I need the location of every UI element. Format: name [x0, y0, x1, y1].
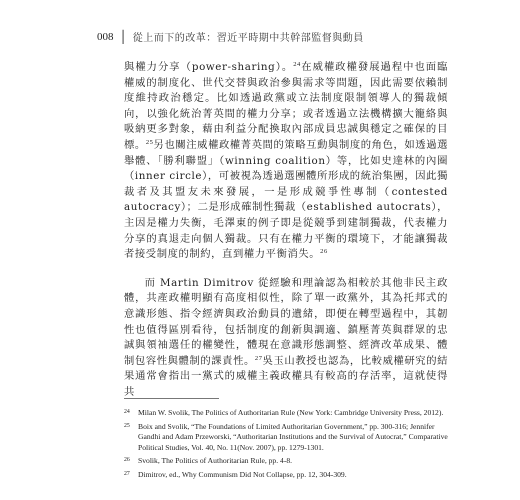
- page-number: 008: [97, 30, 114, 43]
- footnote-ref-27[interactable]: 27: [254, 354, 263, 362]
- footnote-item: [124, 408, 448, 419]
- footnote-rule: [124, 398, 219, 399]
- footnote-text: Dimitrov, ed., Why Communism Did Not Collapse, pp. 12, 304-309.: [138, 469, 347, 479]
- paragraph-2-text-b: 吳玉山教授也認為，比較威權研究的結果通常會指出一黨式的威權主義政權具有較高的存活率，這就使得共: [124, 354, 449, 398]
- footnote-item: [124, 422, 448, 454]
- footnotes: [124, 408, 448, 484]
- footnote-number: 24: [124, 409, 130, 415]
- running-title: 從上而下的改革：習近平時期中共幹部監督與動員: [132, 33, 364, 44]
- footnote-text: Svolik, The Politics of Authoritarian Rule, pp. 4-8.: [138, 456, 293, 466]
- footnote-number: 25: [124, 422, 130, 429]
- footnote-text: Milan W. Svolik, The Politics of Authoritarian Rule (New York: Cambridge University Press, 2012).: [138, 408, 444, 417]
- footnote-ref-26[interactable]: 26: [320, 248, 328, 256]
- footnote-item: [124, 470, 448, 481]
- paragraph-1-text-a: 與權力分享（power-sharing）。: [124, 61, 294, 73]
- paragraph-2-text-a: 而 Martin Dimitrov 從經驗和理論認為相較於其他非民主政體，共產政權明顯有高度相似性，除了單一政黨外，其為托邦式的意識形態、指令經濟與政治動員的遺緒，即便在轉型過程中，其韌性也值得區別看待，包括制度的創新與調適、鎮壓菁英與群眾的忠誠與領袖選任的權變性，體現在意識形態調整、經濟改革成果、體制包容性與體制的課責性。: [124, 276, 448, 367]
- body-text: [124, 60, 448, 400]
- footnote-number: 27: [124, 470, 130, 477]
- paragraph-1-text-b: 在威權政權發展過程中也面臨權威的制度化、世代交替與政治參與需求等問題，因此需要依賴制度維持政治穩定。比如透過政黨或立法制度限制領導人的獨裁傾向，以強化統治菁英間的權力分享；或者透過立法機構擴大籠絡與吸納更多對象，藉由利益分配換取內部成員忠誠與穩定之確保的目標。: [124, 61, 448, 151]
- footnote-ref-24[interactable]: 24: [293, 61, 301, 68]
- footnote-number: 26: [124, 457, 130, 464]
- paragraph-1-text-c: 另也關注威權政權菁英間的策略互動與制度的角色，如透過選舉體、「勝利聯盟」（winning coalition）等，比如史達林的內圈（inner circle），可被視為透過選團體所形成的統治集團，因此獨裁者及其盟友未來發展，一是形成競爭性專制（contested autocracy）；二是形成確制性獨裁（established autocrats），主因是權力失衡，毛澤東的例子即是從競爭到建制獨裁，代表權力分享的真退走向個人獨裁。只有在權力平衡的環境下，才能讓獨裁者接受制度的制約，直到權力平衡消失。: [124, 138, 449, 261]
- header-separator: │: [119, 29, 127, 44]
- paragraph-1: [124, 60, 448, 263]
- footnote-ref-25[interactable]: 25: [145, 138, 154, 146]
- footnote-text: Boix and Svolik, “The Foundations of Limited Authoritarian Government,” pp. 300-316; Jennifer Gandhi and Adam Przeworski, “Authoritarian Institutions and the Survival of Autocrat,” Comparative Political Studies, Vol. 40, No. 11(Nov. 2007), pp. 1279-1301.: [138, 421, 448, 452]
- footnote-item: [124, 456, 448, 467]
- paragraph-2: [124, 276, 448, 401]
- page-header: [97, 29, 490, 44]
